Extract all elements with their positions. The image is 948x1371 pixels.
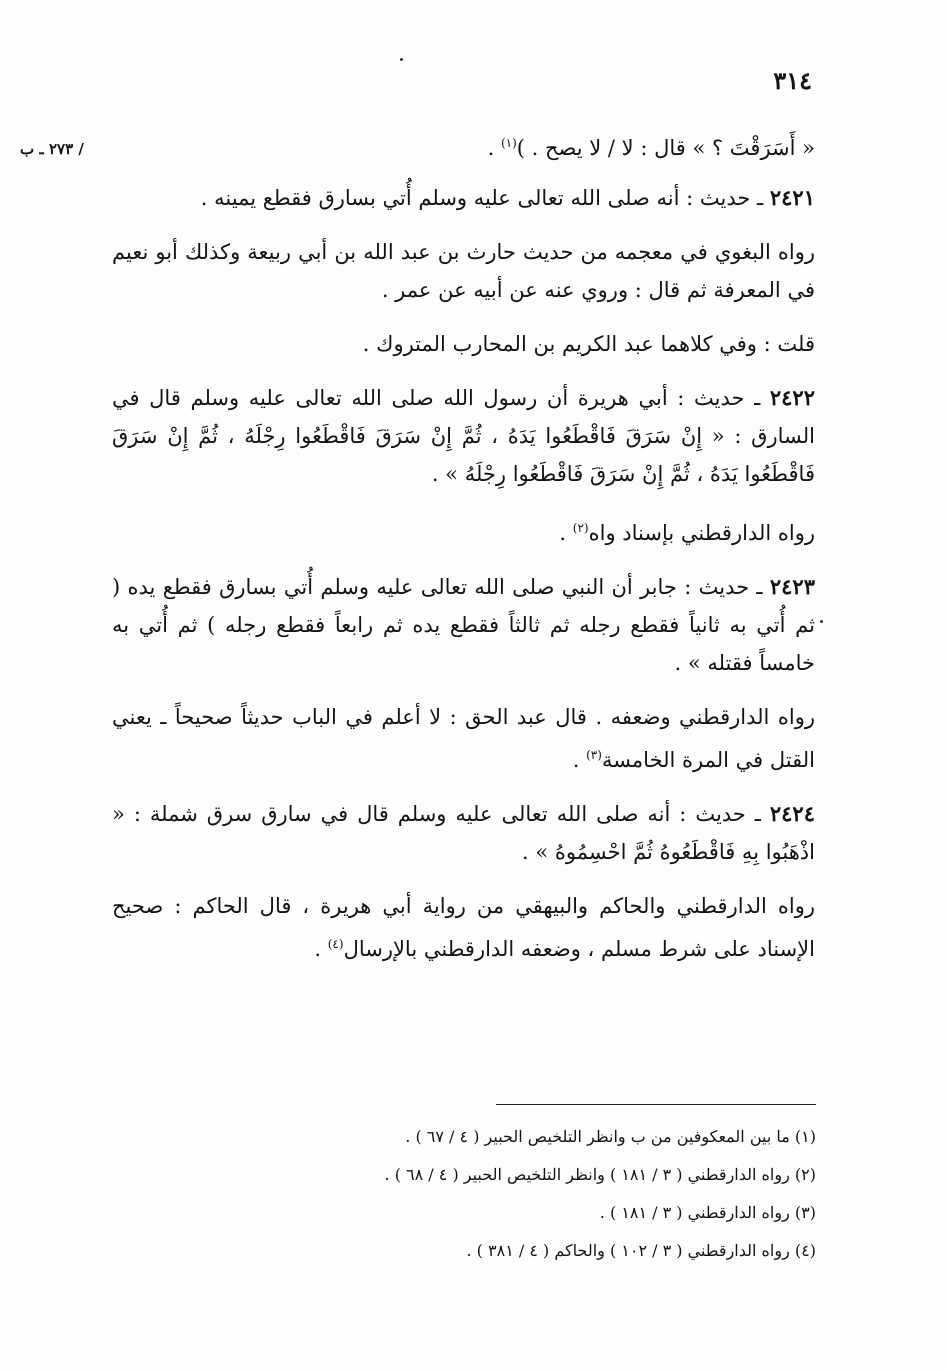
- footnote-2: (٢) رواه الدارقطني ( ٣ / ١٨١ ) وانظر التلخيص الحبير ( ٤ / ٦٨ ) .: [384, 1165, 816, 1184]
- commentary-2424: [112, 887, 815, 968]
- paragraph-text: ـ حديث : أنه صلى الله تعالى عليه وسلم قال في سارق سرق شملة : « اذْهَبُوا بِهِ فَاقْطَعُوهُ ثُمَّ احْسِمُوهُ » .: [112, 802, 815, 864]
- hadith-2422: [112, 379, 815, 493]
- hadith-2423: [112, 568, 815, 682]
- footnote-ref: (٣): [586, 748, 602, 762]
- paragraph-text: « أَسَرَقْتَ ؟ » قال : لا / لا يصح . ): [516, 136, 815, 160]
- scan-speck: [400, 58, 403, 61]
- paragraph-text: ـ حديث : أبي هريرة أن رسول الله صلى الله تعالى عليه وسلم قال في السارق : « إِنْ سَرَقَ فَاقْطَعُوا يَدَهُ ، ثُمَّ إِنْ سَرَقَ فَاقْطَعُوا رِجْلَهُ ، ثُمَّ إِنْ سَرَقَ فَاقْطَعُوا يَدَهُ ، ثُمَّ إِنْ سَرَقَ فَاقْطَعُوا رِجْلَهُ » .: [112, 386, 815, 486]
- note-2421: [112, 325, 815, 363]
- scan-speck: [820, 620, 823, 623]
- footnote-ref: (٢): [572, 521, 589, 535]
- paragraph-text: رواه البغوي في معجمه من حديث حارث بن عبد الله بن أبي ربيعة وكذلك أبو نعيم في المعرفة ثم قال : وروي عنه عن أبيه عن عمر .: [112, 240, 815, 302]
- paragraph-text: رواه الدارقطني والحاكم والبيهقي من رواية أبي هريرة ، قال الحاكم : صحيح الإسناد على شرط مسلم ، وضعفه الدارقطني بالإرسال: [112, 894, 815, 961]
- paragraph-text: ـ حديث : جابر أن النبي صلى الله تعالى عليه وسلم أُتي بسارق فقطع يده ( ثم أُتي به ثانياً فقطع رجله ثم ثالثاً فقطع يده ثم رابعاً فقطع رجله ) ثم أُتي به خامساً فقتله » .: [112, 575, 815, 675]
- main-text: [112, 124, 815, 984]
- paragraph-text: قلت : وفي كلاهما عبد الكريم بن المحارب المتروك .: [362, 332, 815, 356]
- page-number: ٣١٤: [773, 66, 812, 95]
- paragraph-text: رواه الدارقطني بإسناد واه: [588, 521, 815, 545]
- manuscript-folio-note: / ٢٧٣ ـ ب: [20, 140, 84, 158]
- footnote-4: (٤) رواه الدارقطني ( ٣ / ١٠٢ ) والحاكم ( ٤ / ٣٨١ ) .: [466, 1241, 816, 1260]
- hadith-2421: [112, 179, 815, 217]
- footnotes: [200, 1118, 816, 1270]
- paragraph-tail: .: [487, 136, 501, 160]
- hadith-number: ٢٤٢٢: [769, 385, 815, 410]
- footnote-3: (٣) رواه الدارقطني ( ٣ / ١٨١ ) .: [599, 1203, 816, 1222]
- paragraph-text: ـ حديث : أنه صلى الله تعالى عليه وسلم أُتي بسارق فقطع يمينه .: [200, 186, 770, 210]
- footnote-ref: (١): [500, 136, 517, 150]
- commentary-2421: [112, 233, 815, 309]
- hadith-number: ٢٤٢١: [769, 185, 815, 210]
- hadith-2424: [112, 795, 815, 871]
- footnote-divider: [496, 1104, 816, 1105]
- commentary-2422: [112, 509, 815, 552]
- paragraph-continuation: [112, 124, 815, 167]
- footnote-ref: (٤): [327, 937, 344, 951]
- paragraph-tail: .: [572, 748, 587, 772]
- paragraph-tail: .: [559, 521, 573, 545]
- hadith-number: ٢٤٢٤: [769, 801, 815, 826]
- hadith-number: ٢٤٢٣: [769, 574, 815, 599]
- commentary-2423: [112, 698, 815, 779]
- footnote-1: (١) ما بين المعكوفين من ب وانظر التلخيص الحبير ( ٤ / ٦٧ ) .: [405, 1127, 816, 1146]
- paragraph-text: رواه الدارقطني وضعفه . قال عبد الحق : لا أعلم في الباب حديثاً صحيحاً ـ يعني القتل في المرة الخامسة: [112, 705, 815, 772]
- paragraph-tail: .: [314, 937, 328, 961]
